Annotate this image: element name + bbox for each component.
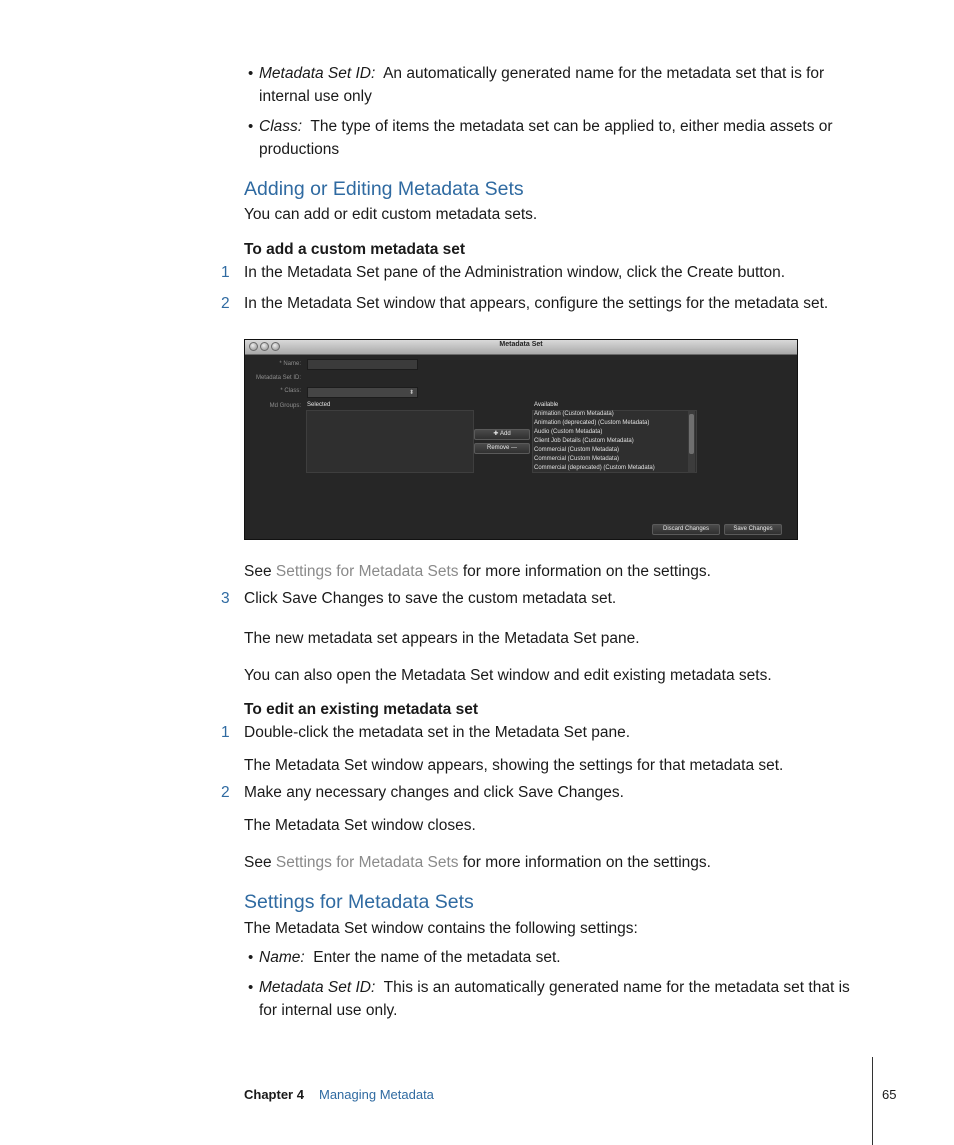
step-result: The Metadata Set window closes.	[244, 817, 476, 834]
section-heading-adding: Adding or Editing Metadata Sets	[244, 178, 524, 200]
bullet-description: The type of items the metadata set can be applied to, either media assets or	[310, 118, 833, 135]
step-number: 2	[221, 295, 230, 312]
bullet-term: Name:	[259, 949, 305, 966]
list-item[interactable]: Animation (deprecated) (Custom Metadata)	[534, 420, 650, 426]
set-id-label: Metadata Set ID:	[255, 375, 301, 381]
scrollbar-thumb[interactable]	[689, 414, 694, 454]
list-item[interactable]: Audio (Custom Metadata)	[534, 429, 603, 435]
remove-button[interactable]: Remove —	[474, 443, 530, 454]
class-label: * Class:	[280, 388, 301, 394]
bullet-description: This is an automatically generated name for the metadata set that is	[383, 979, 850, 996]
bullet-marker: •	[248, 949, 254, 966]
settings-link[interactable]: Settings for Metadata Sets	[275, 854, 459, 871]
settings-link[interactable]: Settings for Metadata Sets	[275, 563, 459, 580]
available-header: Available	[534, 402, 559, 408]
bullet-item	[259, 62, 879, 108]
list-item[interactable]: Commercial (deprecated) (Custom Metadata)	[534, 465, 655, 471]
bullet-item	[259, 976, 879, 1022]
bullet-description: Enter the name of the metadata set.	[313, 949, 561, 966]
window-title: Metadata Set	[499, 341, 543, 348]
section-heading-settings: Settings for Metadata Sets	[244, 891, 474, 913]
name-label: * Name:	[279, 361, 301, 367]
bullet-item	[259, 946, 879, 969]
footer-section-title: Managing Metadata	[319, 1087, 434, 1102]
bullet-marker: •	[248, 65, 254, 82]
section-intro: You can add or edit custom metadata sets.	[244, 206, 538, 223]
step-number: 3	[221, 590, 230, 607]
bullet-item	[259, 115, 879, 161]
step-number: 1	[221, 724, 230, 741]
paragraph: You can also open the Metadata Set window and edit existing metadata sets.	[244, 667, 772, 684]
plus-icon: ✚	[493, 431, 499, 437]
select-arrows-icon: ⬍	[408, 390, 414, 396]
step-text: Make any necessary changes and click Save Changes.	[244, 784, 624, 801]
bullet-description: An automatically generated name for the metadata set that is for	[383, 65, 825, 82]
bullet-description-cont: productions	[259, 141, 340, 158]
bullet-description-cont: internal use only	[259, 88, 372, 105]
step-result: The Metadata Set window appears, showing the settings for that metadata set.	[244, 757, 784, 774]
discard-changes-button[interactable]: Discard Changes	[652, 524, 720, 535]
window-titlebar	[245, 340, 797, 355]
save-changes-button[interactable]: Save Changes	[724, 524, 782, 535]
step-text: In the Metadata Set pane of the Administration window, click the Create button.	[244, 264, 786, 281]
bullet-term: Metadata Set ID:	[259, 65, 376, 82]
bullet-description-cont: for internal use only.	[259, 1002, 398, 1019]
task-title-edit: To edit an existing metadata set	[244, 701, 478, 718]
list-item[interactable]: Animation (Custom Metadata)	[534, 411, 614, 417]
step-text: Double-click the metadata set in the Metadata Set pane.	[244, 724, 631, 741]
minus-icon: —	[511, 445, 517, 451]
metadata-set-window-screenshot	[244, 339, 798, 540]
section-intro: The Metadata Set window contains the following settings:	[244, 920, 638, 937]
selected-header: Selected	[307, 402, 331, 408]
add-button[interactable]: ✚ Add	[474, 429, 530, 440]
bullet-term: Metadata Set ID:	[259, 979, 376, 996]
list-item[interactable]: Client Job Details (Custom Metadata)	[534, 438, 634, 444]
selected-list[interactable]	[306, 410, 474, 473]
task-title-add: To add a custom metadata set	[244, 241, 466, 258]
step-text: In the Metadata Set window that appears, configure the settings for the metadata set.	[244, 295, 829, 312]
name-field[interactable]	[307, 359, 418, 370]
page-number: 65	[882, 1087, 897, 1102]
step-text: Click Save Changes to save the custom metadata set.	[244, 590, 617, 607]
bullet-marker: •	[248, 118, 254, 135]
bullet-term: Class:	[259, 118, 303, 135]
bullet-marker: •	[248, 979, 254, 996]
class-select[interactable]	[307, 387, 418, 398]
footer-divider	[872, 1057, 873, 1145]
footer-chapter: Chapter 4	[244, 1087, 304, 1102]
list-item[interactable]: Commercial (Custom Metadata)	[534, 456, 620, 462]
see-also-paragraph: See Settings for Metadata Sets for more information on the settings.	[244, 854, 711, 871]
md-groups-label: Md Groups:	[269, 403, 301, 409]
step-number: 2	[221, 784, 230, 801]
step-number: 1	[221, 264, 230, 281]
list-item[interactable]: Commercial (Custom Metadata)	[534, 447, 620, 453]
see-also-paragraph: See Settings for Metadata Sets for more information on the settings.	[244, 563, 711, 580]
paragraph: The new metadata set appears in the Metadata Set pane.	[244, 630, 640, 647]
